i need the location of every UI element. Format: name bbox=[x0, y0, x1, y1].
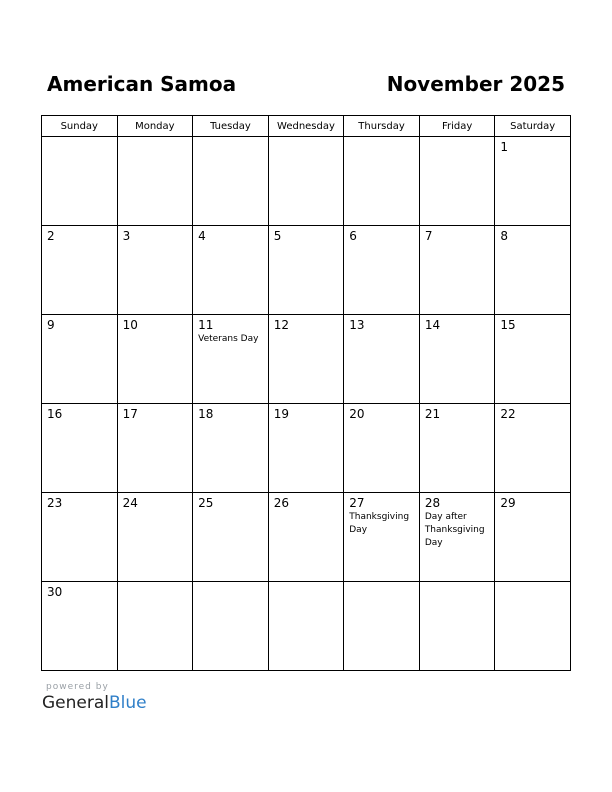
day-cell bbox=[193, 404, 269, 493]
day-cell bbox=[419, 493, 495, 582]
day-cell bbox=[268, 137, 344, 226]
day-cell-content bbox=[42, 226, 117, 243]
generalblue-logo[interactable] bbox=[42, 693, 147, 713]
day-cell-content bbox=[420, 493, 495, 550]
day-cell-content bbox=[269, 137, 344, 140]
day-number: 12 bbox=[273, 318, 289, 332]
day-number: 25 bbox=[198, 496, 214, 510]
day-cell-content bbox=[495, 137, 570, 154]
day-cell bbox=[419, 137, 495, 226]
day-number: 14 bbox=[424, 318, 441, 332]
calendar-body bbox=[42, 137, 571, 671]
day-cell bbox=[42, 493, 118, 582]
day-cell bbox=[344, 493, 420, 582]
day-cell-content bbox=[344, 404, 419, 421]
day-cell-content bbox=[420, 137, 495, 140]
calendar-week-row bbox=[42, 582, 571, 671]
day-cell-content bbox=[495, 226, 570, 243]
calendar-week-row bbox=[42, 226, 571, 315]
day-cell-content bbox=[269, 226, 344, 243]
day-cell-content bbox=[495, 582, 570, 585]
day-number: 3 bbox=[122, 229, 131, 243]
day-cell bbox=[268, 226, 344, 315]
day-cell-content bbox=[193, 315, 268, 346]
weekday-header: Tuesday bbox=[193, 116, 269, 137]
day-cell-content bbox=[269, 404, 344, 421]
day-cell-content bbox=[269, 582, 344, 585]
day-cell bbox=[344, 137, 420, 226]
day-cell bbox=[42, 404, 118, 493]
weekday-header: Saturday bbox=[495, 116, 571, 137]
day-cell bbox=[344, 226, 420, 315]
day-number: 11 bbox=[198, 318, 214, 332]
holiday-label: Thanksgiving Day bbox=[349, 512, 410, 535]
day-number: 5 bbox=[273, 229, 282, 243]
day-cell-content bbox=[193, 582, 268, 585]
day-number: 1 bbox=[500, 140, 509, 154]
day-cell bbox=[193, 582, 269, 671]
day-cell-content bbox=[118, 582, 193, 585]
day-number: 4 bbox=[198, 229, 206, 243]
day-number: 9 bbox=[47, 318, 55, 332]
day-cell bbox=[344, 315, 420, 404]
weekday-header: Thursday bbox=[344, 116, 420, 137]
day-cell bbox=[268, 404, 344, 493]
day-cell-content bbox=[344, 493, 419, 537]
day-cell-content bbox=[193, 493, 268, 510]
day-cell bbox=[117, 226, 193, 315]
holiday-label: Veterans Day bbox=[198, 334, 259, 344]
day-number: 7 bbox=[424, 229, 433, 243]
day-number: 28 bbox=[424, 496, 441, 510]
day-cell-content bbox=[344, 582, 419, 585]
day-cell-content bbox=[495, 493, 570, 510]
day-cell bbox=[193, 137, 269, 226]
day-cell bbox=[268, 315, 344, 404]
day-cell bbox=[495, 226, 571, 315]
day-cell bbox=[268, 582, 344, 671]
day-cell-content bbox=[42, 582, 117, 599]
day-cell-content bbox=[420, 582, 495, 585]
day-number: 21 bbox=[424, 407, 441, 421]
day-cell bbox=[117, 404, 193, 493]
day-cell bbox=[42, 582, 118, 671]
day-cell-content bbox=[344, 315, 419, 332]
day-cell-content bbox=[118, 404, 193, 421]
day-cell bbox=[495, 582, 571, 671]
day-cell bbox=[117, 315, 193, 404]
weekday-header-row bbox=[42, 116, 571, 137]
weekday-header: Monday bbox=[117, 116, 193, 137]
day-number: 29 bbox=[500, 496, 516, 510]
day-cell-content bbox=[193, 226, 268, 243]
day-cell-content bbox=[42, 137, 117, 140]
day-number: 8 bbox=[500, 229, 509, 243]
day-cell-content bbox=[193, 137, 268, 140]
day-number: 19 bbox=[273, 407, 289, 421]
day-cell bbox=[419, 226, 495, 315]
calendar-week-row bbox=[42, 493, 571, 582]
day-cell bbox=[193, 226, 269, 315]
day-number: 10 bbox=[122, 318, 138, 332]
day-cell-content bbox=[118, 137, 193, 140]
weekday-header: Wednesday bbox=[268, 116, 344, 137]
day-number: 15 bbox=[500, 318, 516, 332]
day-cell-content bbox=[269, 493, 344, 510]
day-cell-content bbox=[42, 493, 117, 510]
day-cell-content bbox=[193, 404, 268, 421]
day-cell-content bbox=[420, 404, 495, 421]
day-cell bbox=[193, 315, 269, 404]
calendar-week-row bbox=[42, 404, 571, 493]
day-cell bbox=[344, 582, 420, 671]
day-number: 17 bbox=[122, 407, 138, 421]
day-cell bbox=[495, 315, 571, 404]
day-cell bbox=[117, 582, 193, 671]
calendar-week-row bbox=[42, 315, 571, 404]
day-number: 20 bbox=[349, 407, 365, 421]
day-cell-content bbox=[495, 404, 570, 421]
day-number: 13 bbox=[349, 318, 365, 332]
day-cell-content bbox=[42, 315, 117, 332]
day-cell bbox=[495, 493, 571, 582]
day-cell bbox=[419, 404, 495, 493]
day-cell bbox=[495, 404, 571, 493]
day-number: 27 bbox=[349, 496, 365, 510]
day-cell-content bbox=[42, 404, 117, 421]
day-cell bbox=[268, 493, 344, 582]
day-cell-content bbox=[344, 137, 419, 140]
logo-text-general: General bbox=[42, 693, 109, 713]
day-cell-content bbox=[118, 493, 193, 510]
day-cell bbox=[344, 404, 420, 493]
day-number: 30 bbox=[47, 585, 63, 599]
day-cell bbox=[495, 137, 571, 226]
day-cell-content bbox=[118, 315, 193, 332]
day-cell-content bbox=[420, 315, 495, 332]
day-cell bbox=[42, 137, 118, 226]
day-cell-content bbox=[269, 315, 344, 332]
day-cell-content bbox=[420, 226, 495, 243]
day-number: 26 bbox=[273, 496, 289, 510]
day-cell bbox=[117, 137, 193, 226]
day-number: 2 bbox=[47, 229, 55, 243]
calendar-week-row bbox=[42, 137, 571, 226]
day-number: 6 bbox=[349, 229, 357, 243]
day-number: 24 bbox=[122, 496, 138, 510]
day-number: 18 bbox=[198, 407, 214, 421]
day-cell bbox=[419, 315, 495, 404]
weekday-header: Sunday bbox=[42, 116, 118, 137]
calendar-month-title: November 2025 bbox=[386, 72, 565, 96]
powered-by-label: powered by bbox=[46, 682, 109, 692]
day-number: 22 bbox=[500, 407, 516, 421]
day-number: 23 bbox=[47, 496, 63, 510]
logo-text-blue: Blue bbox=[109, 693, 147, 713]
day-cell-content bbox=[344, 226, 419, 243]
day-cell bbox=[419, 582, 495, 671]
day-cell bbox=[42, 226, 118, 315]
calendar-region-title: American Samoa bbox=[47, 72, 237, 96]
weekday-header: Friday bbox=[419, 116, 495, 137]
day-cell bbox=[117, 493, 193, 582]
holiday-label: Day after Thanksgiving Day bbox=[424, 512, 485, 548]
day-number: 16 bbox=[47, 407, 63, 421]
day-cell bbox=[42, 315, 118, 404]
day-cell-content bbox=[495, 315, 570, 332]
day-cell-content bbox=[118, 226, 193, 243]
calendar-grid bbox=[41, 115, 571, 671]
day-cell bbox=[193, 493, 269, 582]
